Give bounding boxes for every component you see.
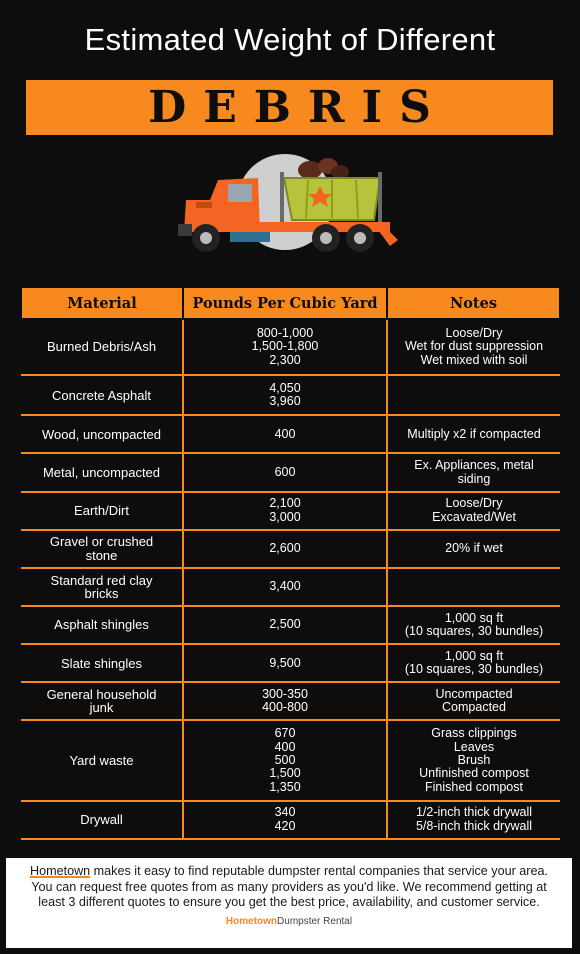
notes-cell	[387, 375, 560, 415]
banner-text: DEBRIS	[148, 82, 448, 133]
pounds-cell	[183, 644, 387, 682]
table-row	[21, 415, 560, 453]
notes-cell-line: 20% if wet	[445, 541, 503, 556]
table-row	[21, 453, 560, 491]
footer-info-box	[6, 858, 572, 948]
table-header-row	[21, 287, 560, 319]
material-cell	[21, 415, 183, 453]
material-cell	[21, 530, 183, 568]
pounds-cell-line: 420	[274, 818, 296, 833]
notes-cell	[387, 319, 560, 375]
pounds-cell	[183, 568, 387, 606]
table-row	[21, 606, 560, 644]
dumpster-truck-icon	[170, 150, 410, 275]
table-row	[21, 720, 560, 800]
notes-cell-line: Finished compost	[425, 779, 523, 794]
pounds-cell-line: 340	[274, 805, 296, 820]
table-row	[21, 375, 560, 415]
material-cell	[21, 568, 183, 606]
table-row	[21, 801, 560, 839]
brand-link[interactable]: Hometown	[29, 864, 91, 878]
notes-cell-line: 5/8-inch thick drywall	[415, 818, 532, 833]
material-cell-line: junk	[89, 700, 114, 716]
pounds-cell-line: 2,500	[269, 617, 301, 632]
notes-cell-line: Compacted	[442, 700, 506, 715]
pounds-cell-line: 4,050	[269, 380, 301, 395]
notes-cell-line: (10 squares, 30 bundles)	[404, 662, 544, 677]
table-body	[21, 319, 560, 839]
notes-cell	[387, 415, 560, 453]
pounds-cell	[183, 375, 387, 415]
material-cell	[21, 644, 183, 682]
pounds-cell-line: 400	[274, 739, 296, 754]
pounds-cell	[183, 606, 387, 644]
material-cell-line: stone	[85, 547, 118, 563]
pounds-cell-line: 1,350	[269, 779, 301, 794]
notes-cell	[387, 453, 560, 491]
material-cell	[21, 453, 183, 491]
material-cell	[21, 801, 183, 839]
notes-cell-line: siding	[457, 471, 491, 486]
material-cell	[21, 319, 183, 375]
pounds-cell-line: 9,500	[269, 655, 301, 670]
notes-cell	[387, 568, 560, 606]
footer-message	[6, 864, 572, 911]
brand-logo	[6, 916, 572, 928]
notes-cell-line: Ex. Appliances, metal	[414, 458, 534, 473]
footer-message-text: makes it easy to find reputable dumpster rental companies that service your area. You can request free quotes from as many providers as you'd like. We recommend getting at least 3 different quotes to ensure you get the best price, availability, and customer service.	[31, 864, 548, 909]
notes-cell-line: Wet mixed with soil	[420, 352, 528, 367]
pounds-cell-line: 1,500-1,800	[251, 339, 319, 354]
pounds-cell-line: 1,500	[269, 766, 301, 781]
notes-cell-line: 1,000 sq ft	[444, 610, 504, 625]
notes-cell-line: Uncompacted	[435, 686, 513, 701]
material-cell-line: bricks	[84, 585, 119, 601]
notes-cell-line: Loose/Dry	[445, 325, 503, 340]
notes-cell-line: Brush	[457, 752, 491, 767]
pounds-cell	[183, 319, 387, 375]
pounds-cell-line: 300-350	[262, 686, 308, 701]
material-cell-line: Burned Debris/Ash	[46, 339, 157, 355]
material-cell-line: Gravel or crushed	[49, 534, 154, 550]
pounds-cell-line: 800-1,000	[256, 325, 314, 340]
notes-cell	[387, 606, 560, 644]
notes-cell-line: Grass clippings	[431, 726, 517, 741]
pounds-cell-line: 400	[274, 426, 296, 441]
pounds-cell-line: 3,000	[269, 509, 301, 524]
material-cell-line: Drywall	[80, 812, 123, 828]
pounds-cell	[183, 453, 387, 491]
material-cell-line: Yard waste	[69, 752, 134, 768]
material-cell-line: Concrete Asphalt	[51, 387, 151, 403]
pounds-cell-line: 600	[274, 464, 296, 479]
notes-cell-line: Unfinished compost	[419, 766, 529, 781]
table-row	[21, 530, 560, 568]
material-cell-line: General household	[46, 686, 157, 702]
notes-cell-line: Loose/Dry	[445, 496, 503, 511]
table-row	[21, 568, 560, 606]
notes-cell-line: (10 squares, 30 bundles)	[404, 624, 544, 639]
pounds-cell-line: 500	[274, 752, 296, 767]
pounds-cell	[183, 801, 387, 839]
pounds-cell-line: 400-800	[262, 700, 308, 715]
material-cell	[21, 606, 183, 644]
table-row	[21, 319, 560, 375]
logo-part-2: Dumpster Rental	[277, 915, 353, 927]
material-cell	[21, 720, 183, 800]
pounds-cell-line: 3,400	[269, 579, 301, 594]
notes-cell-line: Excavated/Wet	[432, 509, 516, 524]
column-header-material: Material	[21, 287, 183, 319]
logo-part-1: Hometown	[225, 915, 278, 927]
table-row	[21, 492, 560, 530]
notes-cell	[387, 530, 560, 568]
material-cell	[21, 682, 183, 720]
material-cell-line: Metal, uncompacted	[42, 464, 161, 480]
notes-cell-line: Leaves	[453, 739, 495, 754]
table-row	[21, 682, 560, 720]
notes-cell-line: Wet for dust suppression	[404, 339, 544, 354]
notes-cell-line: 1,000 sq ft	[444, 648, 504, 663]
material-cell-line: Wood, uncompacted	[42, 426, 161, 442]
notes-cell	[387, 682, 560, 720]
notes-cell	[387, 644, 560, 682]
pounds-cell	[183, 415, 387, 453]
pounds-cell-line: 2,600	[269, 541, 301, 556]
title-banner	[26, 80, 553, 135]
column-header-pounds: Pounds Per Cubic Yard	[183, 287, 387, 319]
pounds-cell	[183, 720, 387, 800]
pounds-cell	[183, 492, 387, 530]
pounds-cell-line: 2,100	[269, 496, 301, 511]
page-title: Estimated Weight of Different	[84, 22, 496, 57]
notes-cell	[387, 720, 560, 800]
column-header-notes: Notes	[387, 287, 560, 319]
material-cell-line: Slate shingles	[61, 655, 142, 671]
pounds-cell-line: 3,960	[269, 394, 301, 409]
pounds-cell	[183, 530, 387, 568]
debris-weight-table	[20, 286, 561, 840]
notes-cell-line: Multiply x2 if compacted	[407, 426, 541, 441]
table-row	[21, 644, 560, 682]
notes-cell	[387, 492, 560, 530]
notes-cell-line: 1/2-inch thick drywall	[415, 805, 532, 820]
material-cell	[21, 375, 183, 415]
pounds-cell-line: 670	[274, 726, 296, 741]
pounds-cell-line: 2,300	[269, 352, 301, 367]
material-cell-line: Standard red clay	[50, 572, 153, 588]
material-cell-line: Asphalt shingles	[54, 617, 149, 633]
pounds-cell	[183, 682, 387, 720]
material-cell-line: Earth/Dirt	[74, 502, 129, 518]
material-cell	[21, 492, 183, 530]
notes-cell	[387, 801, 560, 839]
